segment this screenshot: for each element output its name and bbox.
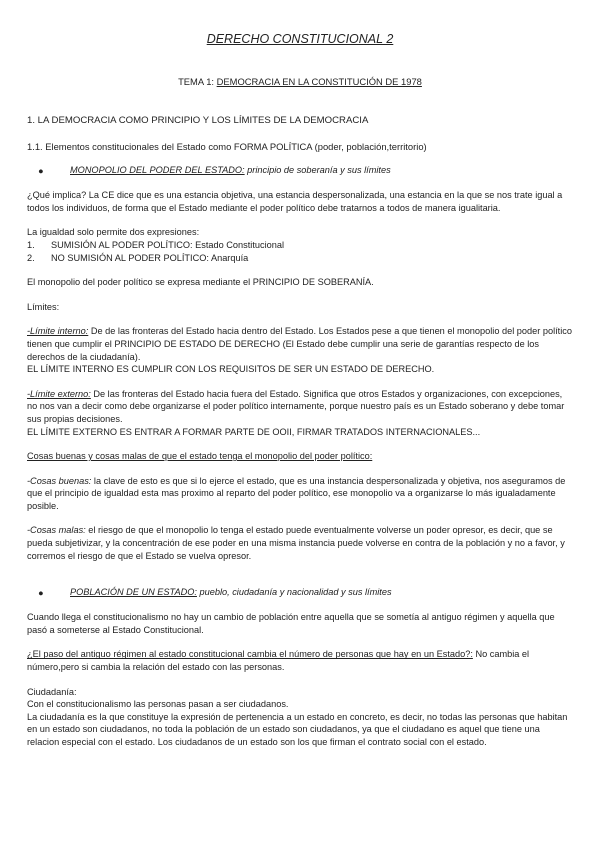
paragraph-monopolio: El monopolio del poder político se expresa mediante el PRINCIPIO DE SOBERANÍA.: [27, 277, 374, 288]
cosas-buenas-text: la clave de esto es que si lo ejerce el estado, que es una instancia despersonalizada y objetiva, nos aseguramos de que el principio de igualdad esta mas proximo al reparto del poder político, ese monopolio va a organizarse lo más igualadamente posible.: [27, 475, 566, 511]
paragraph-cosas-buenas: [27, 475, 573, 513]
paragraph-cosas-malas: [27, 524, 573, 562]
limite-interno-label: -Límite interno:: [27, 326, 89, 337]
paragraph-limite-interno: [27, 325, 573, 363]
limite-externo-text: De las fronteras del Estado hacia fuera del Estado. Significa que otros Estados y organizaciones, con excepciones, no nos van a decir como debe organizarse el poder político internamente, porque nuestro país es un Estado soberano y debe tomar sus propias decisiones.: [27, 388, 565, 424]
section-heading-1-1: 1.1. Elementos constitucionales del Estado como FORMA POLÍTICA (poder, población,territorio): [27, 140, 427, 152]
bullet-icon: ●: [38, 588, 44, 599]
bullet-poblacion: [27, 586, 573, 598]
paragraph-ciudadania-2: La ciudadanía es la que constituye la expresión de pertenencia a un estado en concreto, es decir, no todas las personas que habitan en un estado son ciudadanos, no toda la población de un estado son ciudadanos, ya que el ciudadano es aquel que tiene una relacion especial con el estado. Los ciudadanos de un estado son los que firman el contrato social con el estado.: [27, 711, 568, 747]
tema-title: DEMOCRACIA EN LA CONSTITUCIÓN DE 1978: [216, 76, 422, 87]
list-text: NO SUMISIÓN AL PODER POLÍTICO: Anarquía: [51, 252, 249, 263]
paragraph-limites-label: Límites:: [27, 301, 60, 312]
cosas-malas-text: el riesgo de que el monopolio lo tenga el estado puede eventualmente volverse un poder opresor, es decir, que se pueda subjetivizar, y la concentración de ese poder en una misma instancia puede volverse en contra de la población y no a favor, y corremos el riesgo de que el Estado se vuelva opresor.: [27, 525, 565, 561]
list-text: SUMISIÓN AL PODER POLÍTICO: Estado Constitucional: [51, 239, 285, 250]
document-title: DERECHO CONSTITUCIONAL 2: [206, 32, 394, 46]
paragraph-limite-interno-caps: EL LÍMITE INTERNO ES CUMPLIR CON LOS REQUISITOS DE SER UN ESTADO DE DERECHO.: [27, 364, 435, 375]
paragraph-pregunta-paso: [27, 648, 573, 673]
bullet-icon: ●: [38, 166, 44, 177]
list-number: 2.: [27, 252, 35, 263]
limite-interno-text: De de las fronteras del Estado hacia dentro del Estado. Los Estados pese a que tienen el monopolio del poder político tienen que cumplir el PRINCIPIO DE ESTADO DE DERECHO (El Estado debe cumplir una serie de garantías respecto de los derechos de la ciudadanía).: [27, 326, 572, 362]
paragraph-limite-externo: [27, 388, 573, 426]
tema-prefix: TEMA 1:: [178, 76, 217, 87]
bullet-poblacion-rest: pueblo, ciudadanía y nacionalidad y sus límites: [196, 587, 392, 598]
paragraph-limite-externo-caps: EL LÍMITE EXTERNO ES ENTRAR A FORMAR PARTE DE OOII, FIRMAR TRATADOS INTERNACIONALES...: [27, 426, 481, 437]
cosas-malas-label: -Cosas malas:: [27, 525, 86, 536]
cosas-buenas-label: -Cosas buenas:: [27, 475, 92, 486]
bullet-monopolio-rest: principio de soberanía y sus límites: [244, 165, 391, 176]
paragraph-ciudadania-1: Con el constitucionalismo las personas pasan a ser ciudadanos.: [27, 699, 289, 710]
paragraph-igualdad-intro: La igualdad solo permite dos expresiones:: [27, 227, 200, 238]
list-number: 1.: [27, 239, 35, 250]
tema-heading: [27, 76, 573, 88]
cosas-heading: Cosas buenas y cosas malas de que el estado tenga el monopolio del poder político:: [27, 451, 373, 462]
ciudadania-label: Ciudadanía:: [27, 686, 77, 697]
paragraph-constitucionalismo: Cuando llega el constitucionalismo no hay un cambio de población entre aquella que se sometía al antiguo régimen y aquella que pasó a someterse al Estado Constitucional.: [27, 612, 555, 635]
bullet-monopolio: [27, 164, 573, 176]
bullet-monopolio-underlined: MONOPOLIO DEL PODER DEL ESTADO:: [70, 165, 245, 176]
limite-externo-label: -Límite externo:: [27, 388, 91, 399]
pregunta-paso-rest: No cambia el número,pero si cambia la relación del estado con las personas.: [27, 649, 530, 673]
section-heading-1: 1. LA DEMOCRACIA COMO PRINCIPIO Y LOS LÍMITES DE LA DEMOCRACIA: [27, 115, 369, 126]
pregunta-paso-underlined: ¿El paso del antiguo régimen al estado constitucional cambia el número de personas que hay en un Estado?:: [27, 649, 473, 660]
paragraph-que-implica: ¿Qué implica? La CE dice que es una estancia objetiva, una estancia despersonalizada, una estancia en la que se nos trate igual a todos los individuos, de forma que el Estado mediante el poder político debe tratarnos a todos de manera igualitaria.: [27, 190, 563, 213]
bullet-poblacion-underlined: POBLACIÓN DE UN ESTADO:: [70, 587, 197, 598]
list-item: [27, 252, 573, 265]
list-item: [27, 239, 573, 252]
